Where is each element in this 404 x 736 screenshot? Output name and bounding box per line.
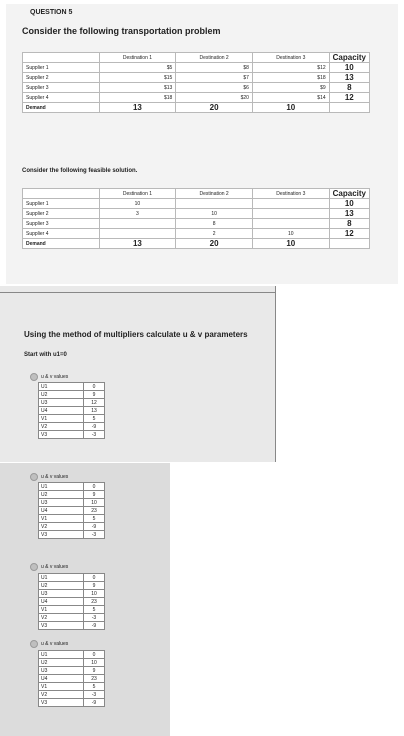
row-label: Demand (23, 239, 100, 249)
param-label: V1 (39, 683, 84, 691)
param-value: -3 (84, 431, 105, 439)
answer-option-3[interactable] (30, 563, 68, 571)
capacity-cell: 13 (329, 73, 369, 83)
divider (0, 292, 276, 293)
capacity-cell: 8 (329, 83, 369, 93)
allocation-cell (252, 219, 329, 229)
header-cell: Destination 1 (99, 189, 176, 199)
answer-photo-1 (0, 286, 276, 462)
radio-button[interactable] (30, 473, 38, 481)
empty-cell (329, 239, 369, 249)
table-row (39, 391, 105, 399)
question-label: QUESTION 5 (30, 9, 73, 16)
demand-row (23, 103, 370, 113)
start-text: Start with u1=0 (24, 352, 67, 358)
param-value: 0 (84, 574, 105, 582)
row-label: Demand (23, 103, 100, 113)
cost-cell: $8 (176, 63, 253, 73)
table-row (23, 199, 370, 209)
header-cell: Capacity (329, 53, 369, 63)
table-row (23, 219, 370, 229)
table-row (39, 383, 105, 391)
capacity-cell: 12 (329, 93, 369, 103)
header-cell: Destination 3 (252, 53, 329, 63)
param-value: -9 (84, 523, 105, 531)
table-row (39, 590, 105, 598)
cost-cell: $9 (252, 83, 329, 93)
transportation-table (22, 52, 370, 113)
answer-option-2[interactable] (30, 473, 68, 481)
param-label: V2 (39, 691, 84, 699)
table-row (39, 491, 105, 499)
allocation-cell: 3 (99, 209, 176, 219)
table-header-row (23, 189, 370, 199)
uv-values-table (38, 382, 105, 439)
param-label: V3 (39, 622, 84, 630)
empty-cell (329, 103, 369, 113)
param-label: V3 (39, 699, 84, 707)
row-label: Supplier 2 (23, 209, 100, 219)
allocation-cell (99, 219, 176, 229)
table-row (39, 483, 105, 491)
param-label: V2 (39, 614, 84, 622)
table-row (39, 531, 105, 539)
instruction-text: Using the method of multipliers calculate u & v parameters (24, 330, 248, 339)
param-value: 0 (84, 383, 105, 391)
answer-photo-2 (0, 463, 170, 736)
allocation-cell: 10 (252, 229, 329, 239)
row-label: Supplier 1 (23, 63, 100, 73)
table-row (39, 606, 105, 614)
header-cell: Destination 2 (176, 189, 253, 199)
row-label: Supplier 4 (23, 229, 100, 239)
param-value: 23 (84, 598, 105, 606)
demand-cell: 13 (99, 239, 176, 249)
table-row (39, 415, 105, 423)
param-label: U2 (39, 491, 84, 499)
header-cell: Capacity (329, 189, 369, 199)
table-row (39, 675, 105, 683)
cost-cell: $18 (99, 93, 176, 103)
demand-row (23, 239, 370, 249)
param-value: 5 (84, 683, 105, 691)
table-row (39, 659, 105, 667)
param-value: -9 (84, 699, 105, 707)
table-header-row (23, 53, 370, 63)
header-cell: Destination 2 (176, 53, 253, 63)
param-label: U3 (39, 667, 84, 675)
demand-cell: 10 (252, 239, 329, 249)
param-value: -3 (84, 691, 105, 699)
cost-cell: $6 (176, 83, 253, 93)
param-value: 5 (84, 415, 105, 423)
feasible-heading: Consider the following feasible solution. (22, 168, 138, 174)
param-label: U1 (39, 574, 84, 582)
demand-cell: 20 (176, 239, 253, 249)
radio-button[interactable] (30, 563, 38, 571)
cost-cell: $14 (252, 93, 329, 103)
table-row (39, 598, 105, 606)
table-row (23, 73, 370, 83)
param-value: -9 (84, 622, 105, 630)
param-label: U1 (39, 483, 84, 491)
param-value: 12 (84, 399, 105, 407)
param-value: 5 (84, 606, 105, 614)
param-value: 9 (84, 582, 105, 590)
answer-option-4[interactable] (30, 640, 68, 648)
param-label: U4 (39, 407, 84, 415)
capacity-cell: 8 (329, 219, 369, 229)
allocation-cell (99, 229, 176, 239)
header-cell: Destination 1 (99, 53, 176, 63)
param-value: 10 (84, 659, 105, 667)
param-value: 9 (84, 491, 105, 499)
table-row (39, 523, 105, 531)
param-label: V2 (39, 523, 84, 531)
param-label: U1 (39, 383, 84, 391)
param-label: U1 (39, 651, 84, 659)
param-label: U3 (39, 399, 84, 407)
allocation-cell: 10 (99, 199, 176, 209)
capacity-cell: 13 (329, 209, 369, 219)
table-row (39, 582, 105, 590)
table-row (39, 507, 105, 515)
allocation-cell (176, 199, 253, 209)
row-label: Supplier 3 (23, 219, 100, 229)
param-value: 10 (84, 499, 105, 507)
demand-cell: 20 (176, 103, 253, 113)
table-row (39, 622, 105, 630)
row-label: Supplier 1 (23, 199, 100, 209)
param-value: 0 (84, 483, 105, 491)
param-value: -3 (84, 531, 105, 539)
header-cell (23, 189, 100, 199)
param-value: 13 (84, 407, 105, 415)
row-label: Supplier 2 (23, 73, 100, 83)
param-label: V2 (39, 423, 84, 431)
cost-cell: $7 (176, 73, 253, 83)
param-label: V1 (39, 415, 84, 423)
answer-option-1[interactable] (30, 373, 68, 381)
uv-values-table (38, 650, 105, 707)
param-label: V1 (39, 515, 84, 523)
row-label: Supplier 4 (23, 93, 100, 103)
option-label: u & v values (41, 374, 69, 380)
radio-button[interactable] (30, 640, 38, 648)
uv-values-table (38, 573, 105, 630)
question-photo (6, 4, 398, 284)
table-row (39, 431, 105, 439)
cost-cell: $15 (99, 73, 176, 83)
table-row (39, 399, 105, 407)
param-value: 9 (84, 391, 105, 399)
allocation-cell (252, 199, 329, 209)
radio-button[interactable] (30, 373, 38, 381)
allocation-cell (252, 209, 329, 219)
table-row (39, 651, 105, 659)
param-label: U4 (39, 507, 84, 515)
table-row (39, 515, 105, 523)
table-row (23, 229, 370, 239)
table-row (39, 614, 105, 622)
header-cell: Destination 3 (252, 189, 329, 199)
param-value: 0 (84, 651, 105, 659)
cost-cell: $18 (252, 73, 329, 83)
param-value: 5 (84, 515, 105, 523)
capacity-cell: 12 (329, 229, 369, 239)
param-value: 10 (84, 590, 105, 598)
table-row (39, 683, 105, 691)
feasible-solution-table (22, 188, 370, 249)
uv-values-table (38, 482, 105, 539)
table-row (39, 499, 105, 507)
cost-cell: $5 (99, 63, 176, 73)
allocation-cell: 2 (176, 229, 253, 239)
table-row (23, 83, 370, 93)
option-label: u & v values (41, 641, 69, 647)
param-label: U2 (39, 391, 84, 399)
option-label: u & v values (41, 474, 69, 480)
table-row (39, 407, 105, 415)
capacity-cell: 10 (329, 199, 369, 209)
demand-cell: 13 (99, 103, 176, 113)
param-label: U2 (39, 582, 84, 590)
table-row (39, 574, 105, 582)
param-value: -9 (84, 423, 105, 431)
param-value: 23 (84, 507, 105, 515)
param-label: V1 (39, 606, 84, 614)
param-label: U3 (39, 590, 84, 598)
param-label: U4 (39, 598, 84, 606)
cost-cell: $12 (252, 63, 329, 73)
table-row (39, 691, 105, 699)
option-label: u & v values (41, 564, 69, 570)
param-label: V3 (39, 431, 84, 439)
table-row (39, 699, 105, 707)
allocation-cell: 10 (176, 209, 253, 219)
param-label: V3 (39, 531, 84, 539)
param-label: U4 (39, 675, 84, 683)
header-cell (23, 53, 100, 63)
table-row (39, 667, 105, 675)
cost-cell: $13 (99, 83, 176, 93)
param-value: -3 (84, 614, 105, 622)
param-value: 23 (84, 675, 105, 683)
table-row (39, 423, 105, 431)
param-value: 9 (84, 667, 105, 675)
row-label: Supplier 3 (23, 83, 100, 93)
capacity-cell: 10 (329, 63, 369, 73)
allocation-cell: 8 (176, 219, 253, 229)
param-label: U3 (39, 499, 84, 507)
table-row (23, 93, 370, 103)
demand-cell: 10 (252, 103, 329, 113)
table-row (23, 209, 370, 219)
divider (275, 286, 276, 462)
problem-heading: Consider the following transportation problem (22, 26, 221, 36)
cost-cell: $20 (176, 93, 253, 103)
table-row (23, 63, 370, 73)
param-label: U2 (39, 659, 84, 667)
